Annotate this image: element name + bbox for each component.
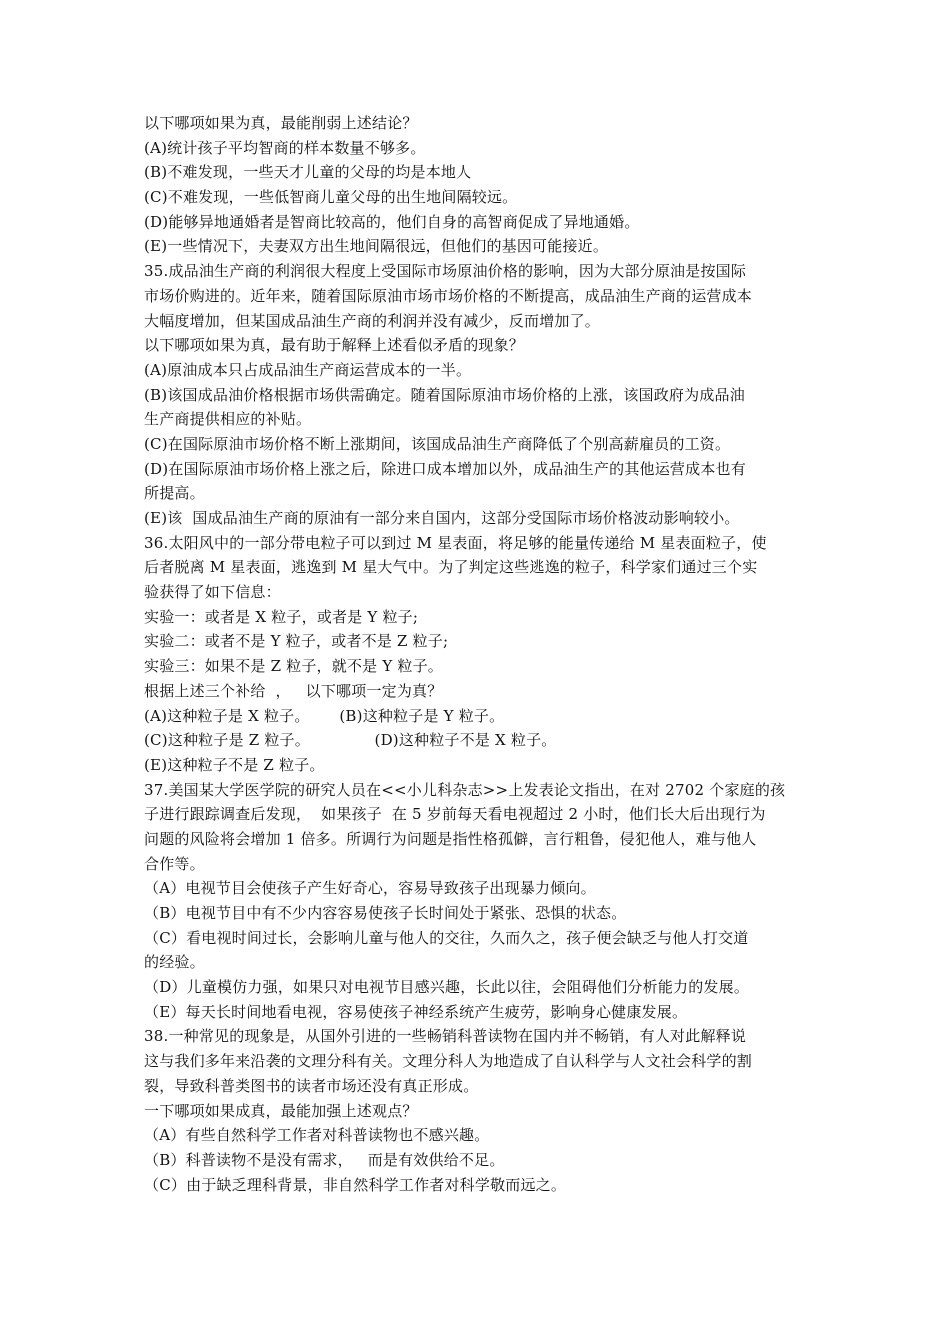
text-line: 验获得了如下信息：: [144, 583, 281, 602]
text-line: （D）儿童模仿力强，如果只对电视节目感兴趣，长此以往，会阻碍他们分析能力的发展。: [144, 978, 750, 997]
text-line: (C)不难发现，一些低智商儿童父母的出生地间隔较远。: [144, 188, 518, 207]
text-line: (D)在国际原油市场价格上涨之后，除进口成本增加以外，成品油生产的其他运营成本也有: [144, 459, 746, 478]
text-line: 大幅度增加，但某国成品油生产商的利润并没有减少，反而增加了。: [144, 311, 601, 330]
text-line: 以下哪项如果为真，最能削弱上述结论？: [144, 114, 418, 132]
text-line: 裂，导致科普类图书的读者市场还没有真正形成。: [144, 1076, 479, 1095]
text-line: （C）看电视时间过长，会影响儿童与他人的交往，久而久之，孩子便会缺乏与他人打交道: [144, 928, 749, 947]
text-line: (A)这种粒子是 X 粒子。 (B)这种粒子是 Y 粒子。: [144, 706, 505, 725]
text-line: (A)统计孩子平均智商的样本数量不够多。: [144, 138, 426, 157]
text-line: (A)原油成本只占成品油生产商运营成本的一半。: [144, 360, 472, 379]
text-line: （A）有些自然科学工作者对科普读物也不感兴趣。: [144, 1126, 490, 1145]
text-line: （C）由于缺乏理科背景，非自然科学工作者对科学敬而远之。: [144, 1175, 567, 1194]
text-line: 实验二：或者不是 Y 粒子，或者不是 Z 粒子;: [144, 632, 449, 651]
text-line: 市场价购进的。近年来，随着国际原油市场市场价格的不断提高，成品油生产商的运营成本: [144, 286, 753, 305]
text-line: (C)在国际原油市场价格不断上涨期间，该国成品油生产商降低了个别高薪雇员的工资。: [144, 434, 731, 453]
text-line: 这与我们多年来沿袭的文理分科有关。文理分科人为地造成了自认科学与人文社会科学的割: [144, 1052, 753, 1071]
text-line: （B）电视节目中有不少内容容易使孩子长时间处于紧张、恐惧的状态。: [144, 904, 627, 922]
text-line: 合作等。: [144, 854, 205, 873]
text-line: 35.成品油生产商的利润很大程度上受国际市场原油价格的影响，因为大部分原油是按国际: [144, 262, 747, 281]
text-line: 问题的风险将会增加 1 倍多。所调行为问题是指性格孤僻，言行粗鲁，侵犯他人，难与他人: [144, 829, 757, 848]
text-line: (B)该国成品油价格根据市场供需确定。随着国际原油市场价格的上涨，该国政府为成品油: [144, 385, 745, 404]
text-line: (E)该 国成品油生产商的原油有一部分来自国内，这部分受国际市场价格波动影响较小。: [144, 509, 740, 527]
text-line: 根据上述三个补给 ， 以下哪项一定为真？: [144, 681, 443, 700]
text-line: (E)一些情况下，夫妻双方出生地间隔很远，但他们的基因可能接近。: [144, 237, 609, 256]
text-line: 以下哪项如果为真，最有助于解释上述看似矛盾的现象？: [144, 336, 525, 355]
text-line: 实验一：或者是 X 粒子，或者是 Y 粒子;: [144, 607, 419, 626]
text-line: 子进行跟踪调查后发现， 如果孩子 在 5 岁前每天看电视超过 2 小时，他们长大后出现行为: [144, 805, 766, 824]
text-line: 的经验。: [144, 953, 205, 972]
text-line: 37.美国某大学医学院的研究人员在<<小儿科杂志>>上发表论文指出，在对 2702 个家庭的孩: [144, 780, 786, 799]
text-line: （B）科普读物不是没有需求， 而是有效供给不足。: [144, 1150, 505, 1169]
text-line: 一下哪项如果成真，最能加强上述观点？: [144, 1101, 418, 1120]
text-line: 实验三：如果不是 Z 粒子，就不是 Y 粒子。: [144, 657, 443, 676]
text-line: (D)能够异地通婚者是智商比较高的，他们自身的高智商促成了异地通婚。: [144, 212, 640, 231]
text-line: (C)这种粒子是 Z 粒子。 (D)这种粒子不是 X 粒子。: [144, 731, 557, 750]
document-page: [144, 111, 816, 1197]
text-line: （A）电视节目会使孩子产生好奇心，容易导致孩子出现暴力倾向。: [144, 879, 596, 898]
text-line: 38.一种常见的现象是，从国外引进的一些畅销科普读物在国内并不畅销，有人对此解释说: [144, 1027, 747, 1046]
text-line: 后者脱离 M 星表面，逃逸到 M 星大气中。为了判定这些逃逸的粒子，科学家们通过三个实: [144, 558, 758, 577]
text-line: 36.太阳风中的一部分带电粒子可以到过 M 星表面，将足够的能量传递给 M 星表面粒子，使: [144, 533, 767, 552]
text-line: (E)这种粒子不是 Z 粒子。: [144, 755, 325, 774]
text-line: 生产商提供相应的补贴。: [144, 410, 312, 429]
text-line: （E）每天长时间地看电视，容易使孩子神经系统产生疲劳，影响身心健康发展。: [144, 1002, 688, 1021]
text-line: 所提高。: [144, 484, 205, 503]
text-line: (B)不难发现，一些天才儿童的父母的均是本地人: [144, 163, 472, 182]
